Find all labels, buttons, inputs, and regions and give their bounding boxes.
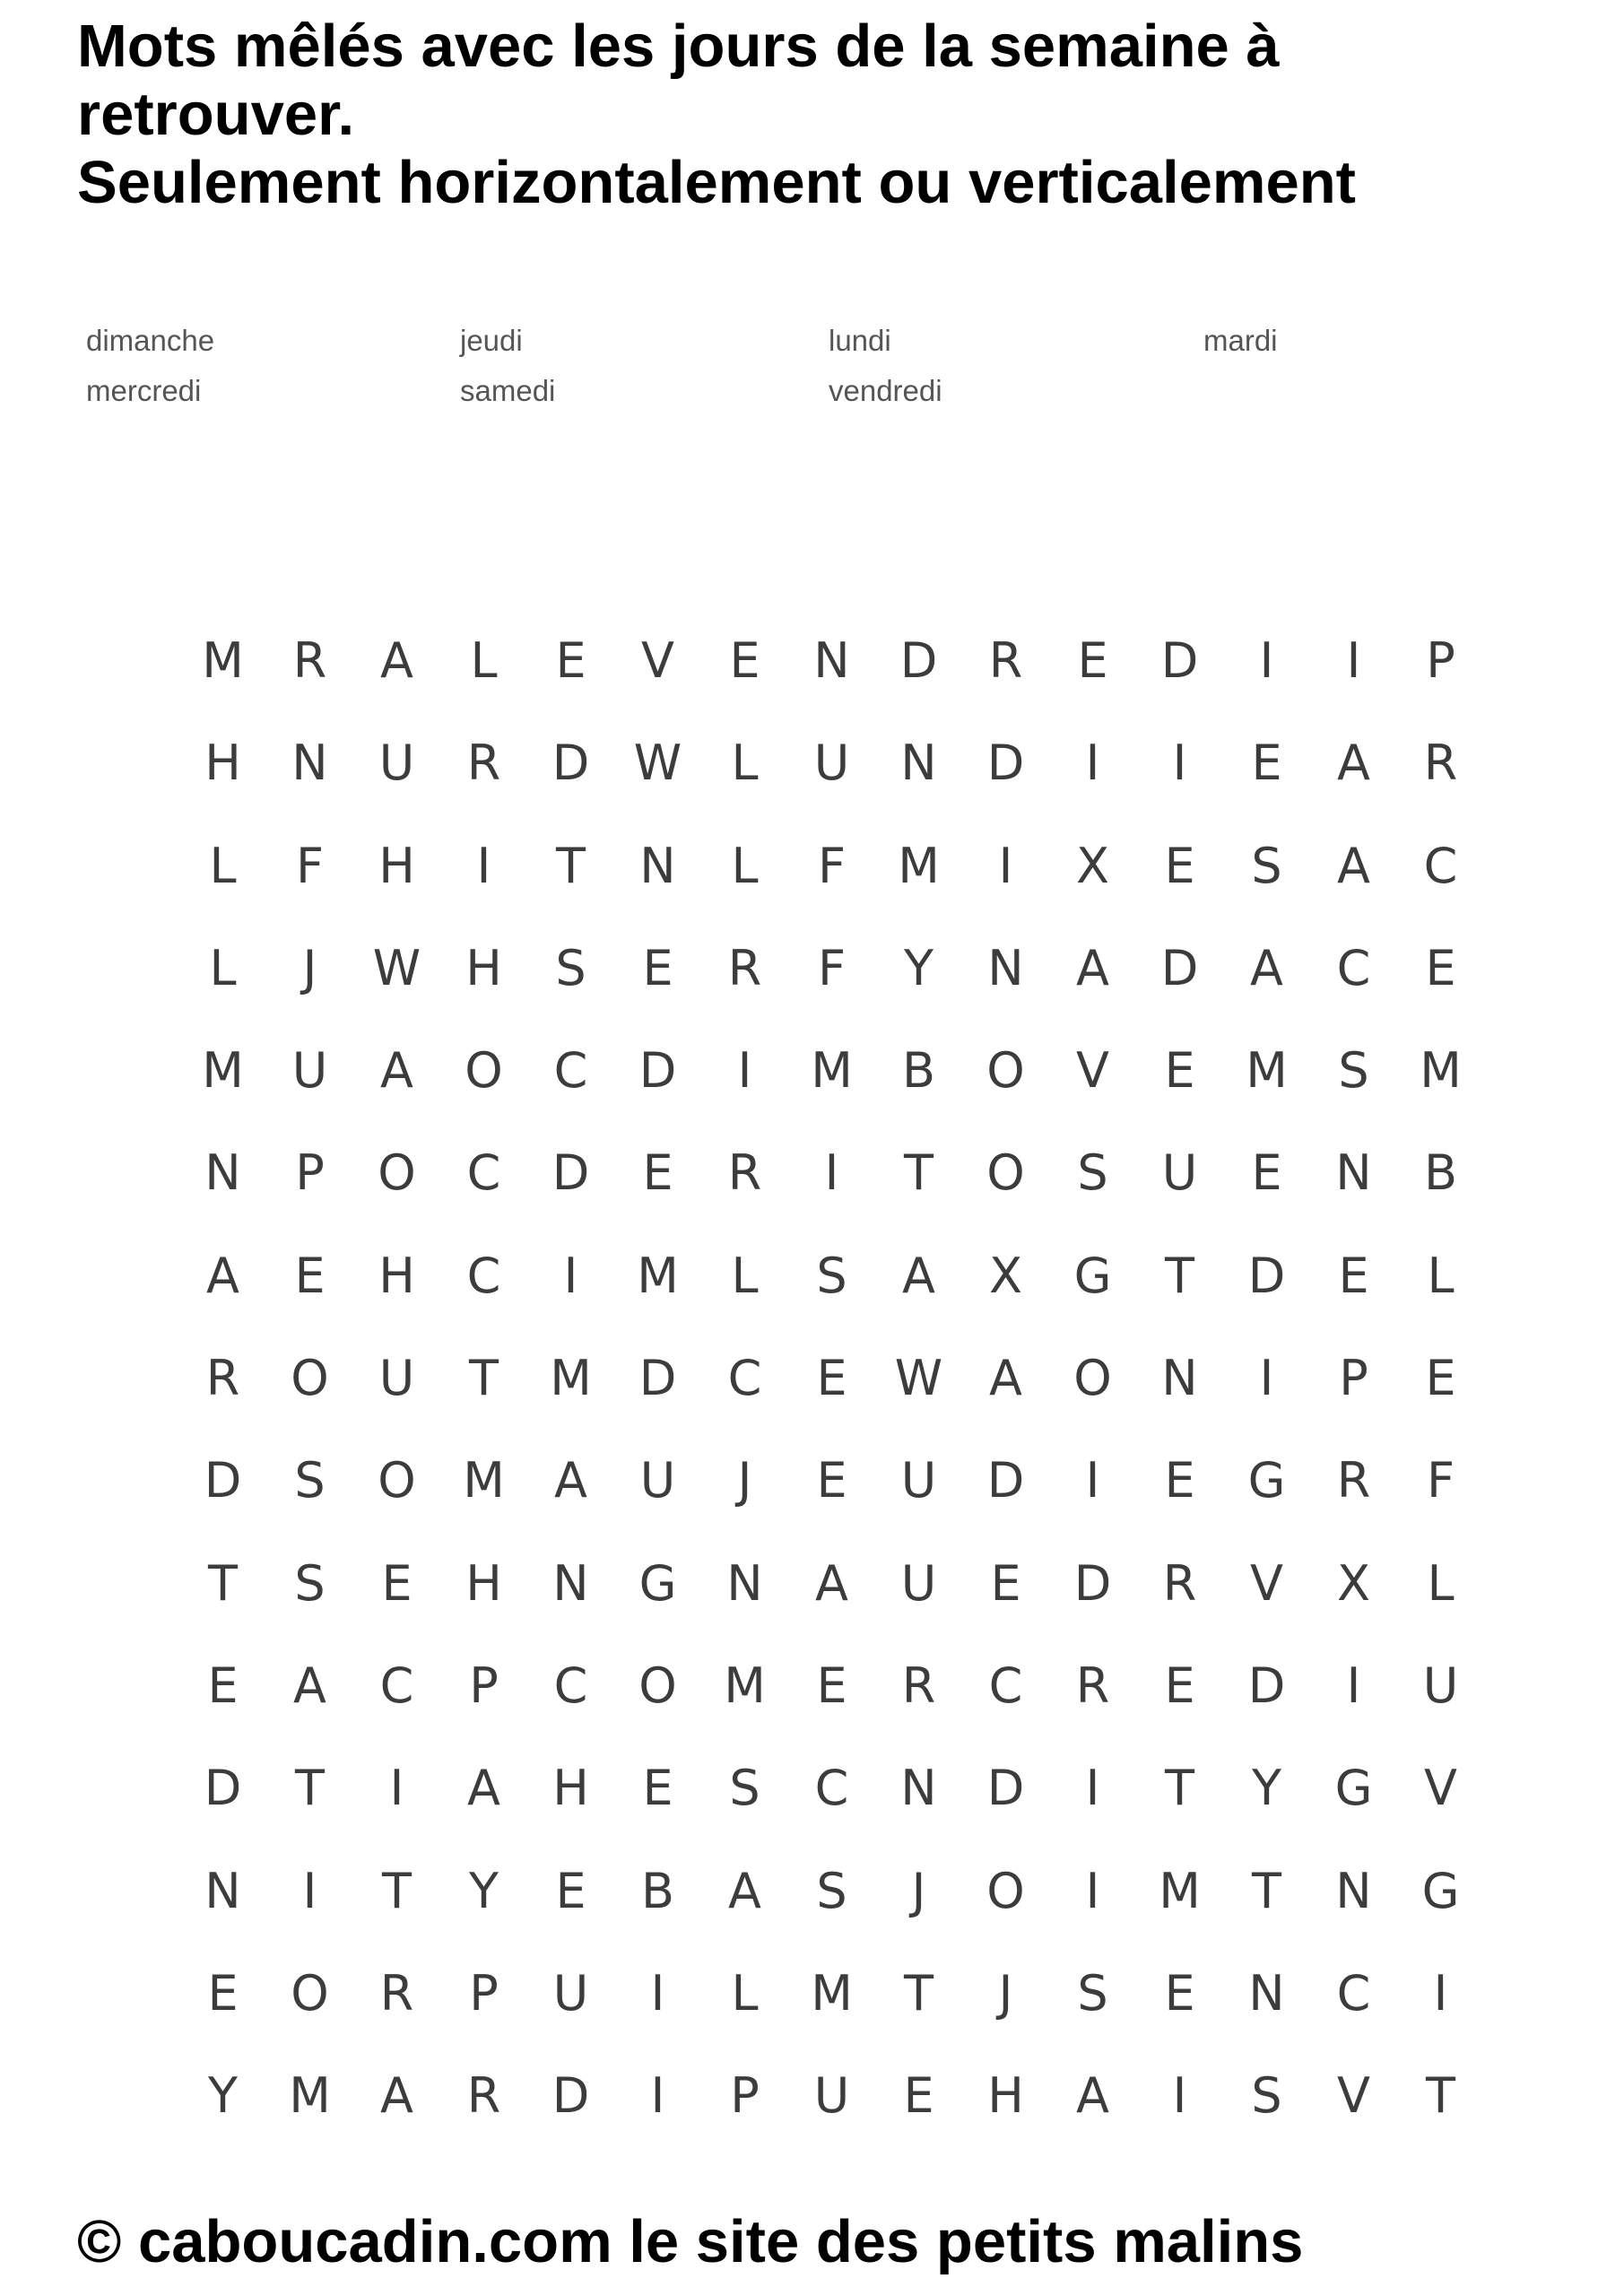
grid-letter[interactable]: F [1426, 1452, 1455, 1509]
grid-letter[interactable]: O [291, 1964, 329, 2022]
grid-letter[interactable]: T [469, 1350, 499, 1407]
grid-letter[interactable]: M [811, 1042, 853, 1100]
grid-letter[interactable]: T [208, 1554, 238, 1612]
grid-letter[interactable]: C [553, 1042, 588, 1100]
grid-letter[interactable]: S [816, 1862, 847, 1919]
grid-letter[interactable]: C [1336, 939, 1371, 996]
grid-letter[interactable]: D [986, 735, 1025, 792]
grid-letter[interactable]: M [724, 1657, 766, 1714]
grid-letter[interactable]: M [289, 2067, 331, 2125]
grid-letter[interactable]: D [1160, 632, 1199, 689]
grid-letter[interactable]: N [987, 939, 1024, 996]
grid-letter[interactable]: M [898, 837, 940, 894]
grid-letter[interactable]: C [466, 1247, 501, 1304]
grid-letter[interactable]: N [813, 632, 850, 689]
grid-letter[interactable]: L [731, 1964, 759, 2022]
grid-letter[interactable]: A [380, 2067, 413, 2125]
word-item: mercredi [86, 374, 202, 407]
grid-letter[interactable]: A [1250, 939, 1283, 996]
grid-letter[interactable]: T [382, 1862, 412, 1919]
grid-letter[interactable]: I [1085, 1452, 1100, 1509]
grid-letter[interactable]: A [380, 1042, 413, 1100]
grid-letter[interactable]: O [378, 1452, 416, 1509]
grid-letter[interactable]: P [295, 1144, 325, 1202]
grid-letter[interactable]: B [640, 1862, 675, 1919]
grid-letter[interactable]: D [204, 1452, 242, 1509]
grid-letter[interactable]: N [900, 735, 937, 792]
grid-letter[interactable]: A [1337, 735, 1370, 792]
grid-letter[interactable]: S [294, 1452, 326, 1509]
grid-letter[interactable]: L [731, 837, 759, 894]
grid-letter[interactable]: E [816, 1657, 847, 1714]
grid-letter[interactable]: S [1077, 1964, 1108, 2022]
grid-letter[interactable]: M [1420, 1042, 1462, 1100]
grid-letter[interactable]: E [642, 1144, 673, 1202]
grid-letter[interactable]: A [1337, 837, 1370, 894]
grid-letter[interactable]: Y [1252, 1760, 1281, 1817]
grid-letter[interactable]: V [1424, 1760, 1457, 1817]
grid-letter[interactable]: I [476, 837, 491, 894]
grid-letter[interactable]: G [1247, 1452, 1286, 1509]
grid-letter[interactable]: W [372, 939, 421, 996]
grid-letter[interactable]: J [998, 1964, 1013, 2022]
title-line-3: Seulement horizontalement ou verticalement [77, 149, 1356, 216]
grid-letter[interactable]: E [1164, 1964, 1195, 2022]
grid-letter[interactable]: V [1250, 1554, 1283, 1612]
grid-letter[interactable]: L [470, 632, 498, 689]
word-list [86, 316, 1342, 416]
grid-letter[interactable]: A [989, 1350, 1022, 1407]
grid-letter[interactable]: N [1335, 1862, 1372, 1919]
grid-letter[interactable]: E [1164, 1042, 1195, 1100]
grid-letter[interactable]: D [1247, 1247, 1286, 1304]
grid-letter[interactable]: U [813, 2067, 850, 2125]
grid-letter[interactable]: L [731, 735, 759, 792]
grid-letter[interactable]: T [1252, 1862, 1281, 1919]
grid-letter[interactable]: P [730, 2067, 760, 2125]
grid-letter[interactable]: E [1425, 1350, 1456, 1407]
grid-letter[interactable]: E [642, 1760, 673, 1817]
grid-letter[interactable]: N [726, 1554, 763, 1612]
grid-letter[interactable]: M [1159, 1862, 1201, 1919]
grid-letter[interactable]: H [378, 837, 415, 894]
grid-letter[interactable]: T [1165, 1760, 1194, 1817]
grid-letter[interactable]: L [731, 1247, 759, 1304]
grid-letter[interactable]: E [1251, 735, 1282, 792]
grid-letter[interactable]: U [378, 1350, 415, 1407]
grid-letter[interactable]: O [986, 1144, 1025, 1202]
grid-letter[interactable]: S [1077, 1144, 1108, 1202]
grid-letter[interactable]: S [555, 939, 586, 996]
grid-letter[interactable]: I [1259, 1350, 1274, 1407]
grid-letter[interactable]: A [1076, 939, 1109, 996]
grid-letter[interactable]: E [1164, 1657, 1195, 1714]
grid-letter[interactable]: C [379, 1657, 414, 1714]
grid-letter[interactable]: I [302, 1862, 317, 1919]
grid-letter[interactable]: D [1160, 939, 1199, 996]
grid-letter[interactable]: O [465, 1042, 503, 1100]
grid-letter[interactable]: H [465, 939, 502, 996]
grid-letter[interactable]: D [1073, 1554, 1112, 1612]
grid-letter[interactable]: D [551, 1144, 590, 1202]
grid-letter[interactable]: S [294, 1554, 326, 1612]
grid-letter[interactable]: N [204, 1862, 241, 1919]
grid-letter[interactable]: N [291, 735, 328, 792]
grid-letter[interactable]: I [824, 1144, 839, 1202]
grid-letter[interactable]: B [901, 1042, 936, 1100]
grid-letter[interactable]: T [904, 1144, 934, 1202]
grid-letter[interactable]: S [1338, 1042, 1369, 1100]
grid-letter[interactable]: H [465, 1554, 502, 1612]
grid-letter[interactable]: U [900, 1452, 937, 1509]
grid-letter[interactable]: P [469, 1657, 499, 1714]
grid-letter[interactable]: U [900, 1554, 937, 1612]
grid-letter[interactable]: S [816, 1247, 847, 1304]
grid-letter[interactable]: I [563, 1247, 578, 1304]
grid-letter[interactable]: N [1335, 1144, 1372, 1202]
grid-letter[interactable]: M [202, 632, 244, 689]
grid-letter[interactable]: H [552, 1760, 589, 1817]
grid-letter[interactable]: N [204, 1144, 241, 1202]
grid-letter[interactable]: A [380, 632, 413, 689]
grid-letter[interactable]: E [1338, 1247, 1369, 1304]
grid-letter[interactable]: R [727, 1144, 762, 1202]
grid-letter[interactable]: I [1433, 1964, 1448, 2022]
title-line-2: retrouver. [77, 81, 355, 148]
grid-letter[interactable]: E [816, 1452, 847, 1509]
grid-letter[interactable]: A [467, 1760, 500, 1817]
grid-letter[interactable]: N [1161, 1350, 1198, 1407]
grid-letter[interactable]: D [638, 1350, 677, 1407]
grid-letter[interactable]: H [204, 735, 241, 792]
grid-letter[interactable]: F [817, 837, 847, 894]
grid-letter[interactable]: I [1346, 1657, 1361, 1714]
grid-letter[interactable]: F [295, 837, 325, 894]
grid-letter[interactable]: G [1073, 1247, 1112, 1304]
grid-letter[interactable]: A [206, 1247, 239, 1304]
grid-letter[interactable]: I [1085, 1760, 1100, 1817]
grid-letter[interactable]: P [469, 1964, 499, 2022]
grid-letter[interactable]: D [551, 735, 590, 792]
grid-letter[interactable]: I [1172, 2067, 1187, 2125]
grid-letter[interactable]: Y [469, 1862, 499, 1919]
grid-letter[interactable]: A [293, 1657, 326, 1714]
grid-letter[interactable]: M [637, 1247, 679, 1304]
grid-letter[interactable]: D [986, 1760, 1025, 1817]
grid-letter[interactable]: R [466, 735, 501, 792]
grid-letter[interactable]: D [1247, 1657, 1286, 1714]
grid-letter[interactable]: S [1251, 837, 1282, 894]
grid-letter[interactable]: R [205, 1350, 240, 1407]
grid-letter[interactable]: C [466, 1144, 501, 1202]
grid-letter[interactable]: L [209, 939, 237, 996]
grid-letter[interactable]: I [998, 837, 1013, 894]
grid-letter[interactable]: E [555, 632, 586, 689]
grid-letter[interactable]: U [552, 1964, 589, 2022]
grid-letter[interactable]: C [727, 1350, 762, 1407]
word-item: jeudi [460, 324, 523, 357]
grid-letter[interactable]: R [727, 939, 762, 996]
grid-letter[interactable]: I [737, 1042, 752, 1100]
grid-letter[interactable]: C [1336, 1964, 1371, 2022]
grid-letter[interactable]: X [1076, 837, 1109, 894]
word-item: samedi [460, 374, 556, 407]
grid-letter[interactable]: R [988, 632, 1023, 689]
grid-letter[interactable]: I [1346, 632, 1361, 689]
grid-letter[interactable]: L [1427, 1554, 1455, 1612]
grid-letter[interactable]: E [207, 1964, 239, 2022]
grid-letter[interactable]: G [1421, 1862, 1460, 1919]
grid-letter[interactable]: A [902, 1247, 935, 1304]
grid-letter[interactable]: E [729, 632, 760, 689]
grid-letter[interactable]: F [817, 939, 847, 996]
grid-letter[interactable]: E [903, 2067, 934, 2125]
grid-letter[interactable]: Y [208, 2067, 238, 2125]
grid-letter[interactable]: O [291, 1350, 329, 1407]
grid-letter[interactable]: G [1334, 1760, 1373, 1817]
grid-letter[interactable]: D [204, 1760, 242, 1817]
grid-letter[interactable]: D [638, 1042, 677, 1100]
grid-letter[interactable]: W [894, 1350, 943, 1407]
footer-credit: © caboucadin.com le site des petits malins [77, 2208, 1304, 2275]
grid-letter[interactable]: C [1423, 837, 1458, 894]
grid-letter[interactable]: I [1259, 632, 1274, 689]
grid-letter[interactable]: H [987, 2067, 1024, 2125]
grid-letter[interactable]: E [1425, 939, 1456, 996]
grid-letter[interactable]: A [728, 1862, 761, 1919]
grid-letter[interactable]: T [556, 837, 586, 894]
grid-letter[interactable]: E [1251, 1144, 1282, 1202]
grid-letter[interactable]: E [1077, 632, 1108, 689]
grid-letter[interactable]: I [1085, 1862, 1100, 1919]
grid-letter[interactable]: T [904, 1964, 934, 2022]
grid-letter[interactable]: P [1339, 1350, 1368, 1407]
grid-letter[interactable]: C [988, 1657, 1023, 1714]
grid-letter[interactable]: U [378, 735, 415, 792]
grid-letter[interactable]: D [551, 2067, 590, 2125]
grid-letter[interactable]: E [816, 1350, 847, 1407]
grid-letter[interactable]: B [1423, 1144, 1458, 1202]
grid-letter[interactable]: W [633, 735, 682, 792]
title-line-1: Mots mêlés avec les jours de la semaine à [77, 13, 1280, 80]
grid-letter[interactable]: I [389, 1760, 404, 1817]
grid-letter[interactable]: O [986, 1862, 1025, 1919]
grid-letter[interactable]: E [642, 939, 673, 996]
grid-letter[interactable]: E [555, 1862, 586, 1919]
grid-letter[interactable]: T [1165, 1247, 1194, 1304]
grid-letter[interactable]: R [1336, 1452, 1371, 1509]
grid-letter[interactable]: I [650, 2067, 665, 2125]
grid-letter[interactable]: J [302, 939, 317, 996]
grid-letter[interactable]: N [900, 1760, 937, 1817]
grid-letter[interactable]: O [1073, 1350, 1112, 1407]
grid-letter[interactable]: X [989, 1247, 1022, 1304]
grid-letter[interactable]: I [1085, 735, 1100, 792]
word-item: dimanche [86, 324, 215, 357]
grid-letter[interactable]: J [911, 1862, 926, 1919]
grid-letter[interactable]: U [813, 735, 850, 792]
grid-letter[interactable]: A [815, 1554, 848, 1612]
grid-letter[interactable]: R [292, 632, 327, 689]
grid-letter[interactable]: O [986, 1042, 1025, 1100]
grid-letter[interactable]: H [378, 1247, 415, 1304]
grid-letter[interactable]: O [638, 1657, 677, 1714]
grid-letter[interactable]: M [811, 1964, 853, 2022]
grid-letter[interactable]: R [901, 1657, 936, 1714]
grid-letter[interactable]: E [990, 1554, 1021, 1612]
grid-letter[interactable]: G [638, 1554, 677, 1612]
grid-letter[interactable]: S [1251, 2067, 1282, 2125]
grid-letter[interactable]: U [639, 1452, 676, 1509]
grid-letter[interactable]: U [1422, 1657, 1459, 1714]
grid-letter[interactable]: E [294, 1247, 326, 1304]
grid-letter[interactable]: N [1248, 1964, 1285, 2022]
grid-letter[interactable]: U [291, 1042, 328, 1100]
grid-letter[interactable]: M [463, 1452, 505, 1509]
grid-letter[interactable]: A [1076, 2067, 1109, 2125]
grid-letter[interactable]: E [1164, 837, 1195, 894]
grid-letter[interactable]: T [295, 1760, 325, 1817]
grid-letter[interactable]: A [554, 1452, 587, 1509]
page-title [77, 13, 1584, 217]
grid-letter[interactable]: P [1426, 632, 1455, 689]
grid-letter[interactable]: R [1075, 1657, 1110, 1714]
letter-grid [179, 610, 1484, 2147]
grid-letter[interactable]: L [209, 837, 237, 894]
grid-letter[interactable]: D [986, 1452, 1025, 1509]
grid-letter[interactable]: E [381, 1554, 413, 1612]
grid-letter[interactable]: V [1076, 1042, 1109, 1100]
grid-letter[interactable]: L [1427, 1247, 1455, 1304]
grid-letter[interactable]: C [814, 1760, 849, 1817]
grid-letter[interactable]: T [1426, 2067, 1455, 2125]
grid-letter[interactable]: E [207, 1657, 239, 1714]
grid-letter[interactable]: M [202, 1042, 244, 1100]
grid-letter[interactable]: I [650, 1964, 665, 2022]
grid-letter[interactable]: D [899, 632, 938, 689]
grid-letter[interactable]: V [641, 632, 674, 689]
grid-letter[interactable]: R [379, 1964, 414, 2022]
grid-letter[interactable]: O [378, 1144, 416, 1202]
grid-letter[interactable]: N [552, 1554, 589, 1612]
grid-letter[interactable]: V [1337, 2067, 1370, 2125]
grid-letter[interactable]: I [1172, 735, 1187, 792]
grid-letter[interactable]: J [737, 1452, 752, 1509]
grid-letter[interactable]: S [729, 1760, 760, 1817]
grid-letter[interactable]: E [1164, 1452, 1195, 1509]
word-item: mardi [1203, 324, 1278, 357]
grid-letter[interactable]: C [553, 1657, 588, 1714]
word-item: vendredi [829, 374, 942, 407]
grid-letter[interactable]: X [1337, 1554, 1370, 1612]
grid-letter[interactable]: R [1162, 1554, 1197, 1612]
grid-letter[interactable]: M [1246, 1042, 1288, 1100]
grid-letter[interactable]: N [639, 837, 676, 894]
grid-letter[interactable]: R [1423, 735, 1458, 792]
grid-letter[interactable]: Y [904, 939, 934, 996]
grid-letter[interactable]: R [466, 2067, 501, 2125]
grid-letter[interactable]: U [1161, 1144, 1198, 1202]
word-item: lundi [829, 324, 891, 357]
grid-letter[interactable]: M [550, 1350, 592, 1407]
